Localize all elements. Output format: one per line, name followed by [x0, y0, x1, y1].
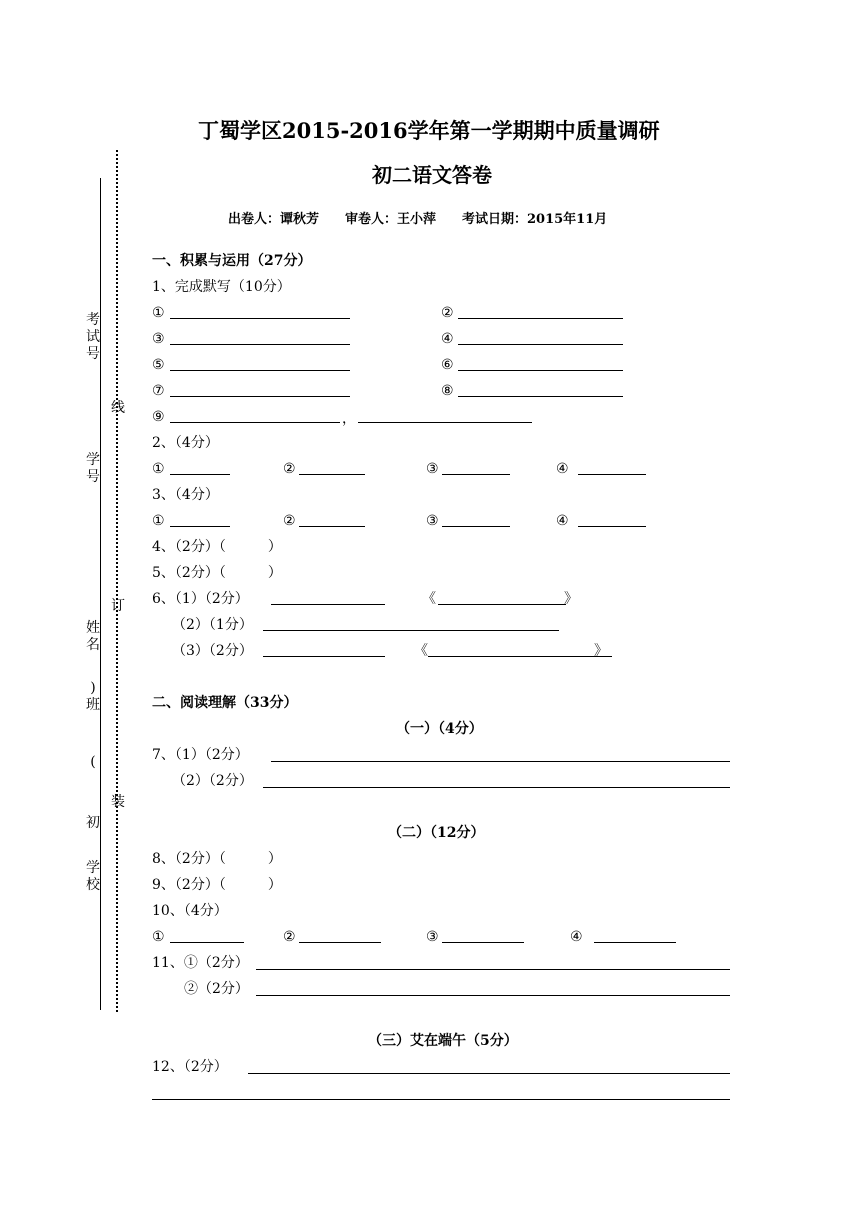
q10-mark-1: ① [152, 929, 165, 945]
blank-3[interactable] [170, 344, 350, 345]
q3-mark-2: ② [283, 513, 296, 529]
section1-heading: 一、积累与运用（27分） [152, 253, 312, 269]
q6-3-book-close: 》 [594, 643, 608, 659]
mark-3: ③ [152, 331, 165, 347]
q11-2-blank[interactable] [256, 995, 730, 996]
binding-zhuang: 装 [111, 794, 125, 810]
q10-blank-4[interactable] [594, 942, 676, 943]
q2-blank-1[interactable] [170, 474, 230, 475]
class-open-paren: ( [90, 754, 96, 770]
q3-blank-2[interactable] [299, 526, 365, 527]
q10-blank-3[interactable] [442, 942, 524, 943]
q6-3-blank[interactable] [263, 656, 385, 657]
q11-2-label: ②（2分） [184, 981, 249, 997]
q6-1-book-blank[interactable] [438, 604, 566, 605]
q3-blank-1[interactable] [170, 526, 230, 527]
q2-mark-4: ④ [556, 461, 569, 477]
exam-number-label: 考试号 [86, 312, 100, 362]
blank-8[interactable] [458, 396, 623, 397]
blank-5[interactable] [170, 370, 350, 371]
q2-mark-2: ② [283, 461, 296, 477]
q6-3-book-blank[interactable] [428, 656, 612, 657]
name-label: 姓名 [86, 620, 100, 653]
mark-7: ⑦ [152, 383, 165, 399]
q10-blank-2[interactable] [299, 942, 381, 943]
q2-blank-4[interactable] [578, 474, 646, 475]
blank-2[interactable] [458, 318, 623, 319]
q10-mark-2: ② [283, 929, 296, 945]
q6-3-book-open: 《 [414, 643, 428, 659]
q8-label[interactable]: 8、（2分）（ ） [152, 851, 282, 867]
blank-9b[interactable] [358, 422, 532, 423]
school-label: 学校 [86, 860, 100, 893]
q2-blank-2[interactable] [299, 474, 365, 475]
part2-heading: （二）（12分） [388, 825, 485, 841]
part3-heading: （三）艾在端午（5分） [368, 1033, 518, 1049]
student-number-label: 学号 [86, 452, 100, 485]
blank-9a[interactable] [170, 422, 340, 423]
q2-mark-1: ① [152, 461, 165, 477]
q5-label[interactable]: 5、（2分）（ ） [152, 565, 282, 581]
mark-1: ① [152, 305, 165, 321]
exam-title: 丁蜀学区2015-2016学年第一学期期中质量调研 [198, 118, 660, 143]
q9-label[interactable]: 9、（2分）（ ） [152, 877, 282, 893]
q6-1-blank[interactable] [271, 604, 385, 605]
q4-label[interactable]: 4、（2分）（ ） [152, 539, 282, 555]
q10-blank-1[interactable] [170, 942, 244, 943]
blank-1[interactable] [170, 318, 350, 319]
q3-mark-4: ④ [556, 513, 569, 529]
part1-heading: （一）（4分） [396, 721, 483, 737]
dotted-cut-line [116, 150, 118, 1012]
answer-sheet-title: 初二语文答卷 [372, 163, 492, 187]
q6-2-blank[interactable] [263, 630, 559, 631]
q2-blank-3[interactable] [442, 474, 510, 475]
q7-2-blank[interactable] [263, 787, 730, 788]
q1-label: 1、完成默写（10分） [152, 279, 291, 295]
q2-label: 2、（4分） [152, 435, 219, 451]
q12-label: 12、（2分） [152, 1059, 228, 1075]
q6-1-book-open: 《 [422, 591, 436, 607]
q3-mark-1: ① [152, 513, 165, 529]
comma: ， [342, 411, 356, 427]
q6-1-label: 6、（1）（2分） [152, 591, 249, 607]
mark-9: ⑨ [152, 409, 165, 425]
q2-mark-3: ③ [426, 461, 439, 477]
binding-xian: 线 [111, 400, 125, 416]
binding-ding: 订 [111, 598, 125, 614]
blank-4[interactable] [458, 344, 623, 345]
mark-5: ⑤ [152, 357, 165, 373]
q3-blank-4[interactable] [578, 526, 646, 527]
q3-blank-3[interactable] [442, 526, 510, 527]
mark-4: ④ [441, 331, 454, 347]
q12-blank-1[interactable] [248, 1073, 730, 1074]
q10-mark-4: ④ [570, 929, 583, 945]
mark-8: ⑧ [441, 383, 454, 399]
class-label: )班 [86, 680, 100, 713]
q7-1-blank[interactable] [271, 761, 730, 762]
q7-2-label: （2）（2分） [172, 773, 253, 789]
q6-2-label: （2）（1分） [172, 617, 253, 633]
section2-heading: 二、阅读理解（33分） [152, 695, 298, 711]
mark-6: ⑥ [441, 357, 454, 373]
mark-2: ② [441, 305, 454, 321]
blank-6[interactable] [458, 370, 623, 371]
q12-blank-2[interactable] [152, 1099, 730, 1100]
q3-mark-3: ③ [426, 513, 439, 529]
q11-1-label: 11、①（2分） [152, 955, 249, 971]
grade-chu-label: 初 [86, 815, 100, 831]
q10-label: 10、（4分） [152, 903, 228, 919]
q7-1-label: 7、（1）（2分） [152, 747, 249, 763]
q6-3-label: （3）（2分） [172, 643, 253, 659]
q11-1-blank[interactable] [256, 969, 730, 970]
exam-meta: 出卷人：谭秋芳 审卷人：王小萍 考试日期：2015年11月 [228, 212, 608, 227]
q6-1-book-close: 》 [564, 591, 578, 607]
blank-7[interactable] [170, 396, 350, 397]
q10-mark-3: ③ [426, 929, 439, 945]
q3-label: 3、（4分） [152, 487, 219, 503]
